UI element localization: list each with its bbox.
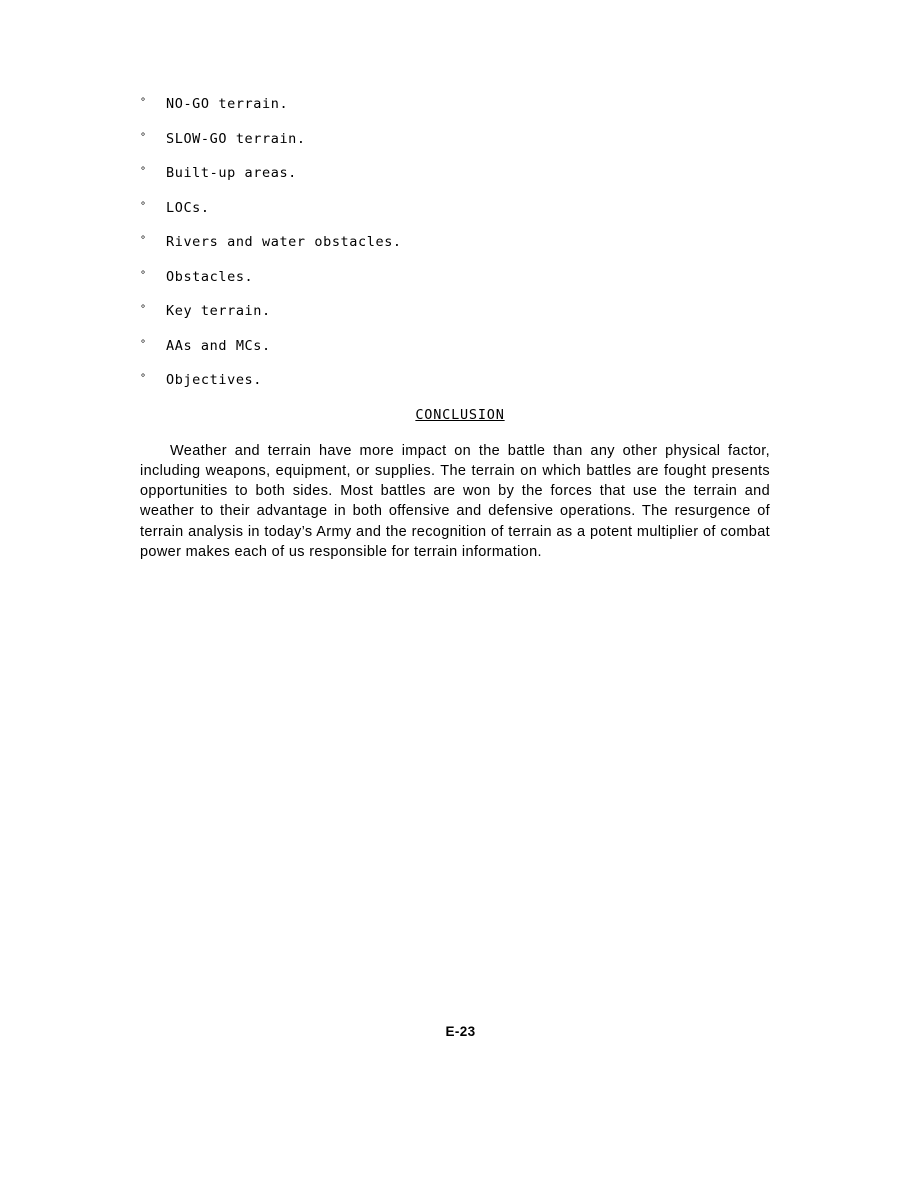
list-item (140, 200, 780, 216)
bullet-marker-icon: ° (140, 304, 147, 315)
list-item-label: SLOW-GO terrain. (166, 130, 306, 147)
list-item-label: Obstacles. (166, 268, 254, 285)
list-item-label: Objectives. (166, 372, 263, 388)
list-item (140, 96, 780, 112)
page-number: E-23 (445, 1024, 476, 1039)
list-item-label: Rivers and water obstacles. (166, 234, 402, 250)
list-item-label: AAs and MCs. (166, 337, 271, 354)
list-item (140, 372, 780, 388)
list-item-label: Key terrain. (166, 303, 271, 319)
list-item-label: Built-up areas. (166, 165, 297, 181)
list-item (140, 269, 780, 285)
bullet-marker-icon: ° (140, 235, 147, 246)
terrain-factors-list (140, 96, 780, 388)
page-content (140, 96, 780, 562)
bullet-marker-icon: ° (140, 373, 147, 384)
conclusion-paragraph (140, 441, 770, 563)
list-item (140, 131, 780, 147)
bullet-marker-icon: ° (140, 166, 147, 177)
bullet-marker-icon: ° (140, 200, 147, 212)
list-item (140, 234, 780, 250)
list-item-label: NO-GO terrain. (166, 96, 289, 112)
section-heading-label: CONCLUSION (415, 406, 505, 423)
list-item (140, 165, 780, 181)
list-item (140, 303, 780, 319)
paragraph-text: Weather and terrain have more impact on the battle than any other physical factor, including weapons, equipment, or supplies. The terrain on which battles are fought presents opportunities to both sides. Most battles are won by the forces that use the terrain and weather to their advantage in both offensive and defensive operations. The resurgence of terrain analysis in today’s Army and the recognition of terrain as a potent multiplier of combat power makes each of us responsible for terrain information. (140, 442, 770, 560)
list-item (140, 338, 780, 354)
bullet-marker-icon: ° (140, 338, 147, 350)
list-item-label: LOCs. (166, 199, 210, 216)
bullet-marker-icon: ° (140, 97, 147, 108)
bullet-marker-icon: ° (140, 269, 147, 281)
bullet-marker-icon: ° (140, 131, 147, 143)
section-heading (140, 407, 780, 423)
